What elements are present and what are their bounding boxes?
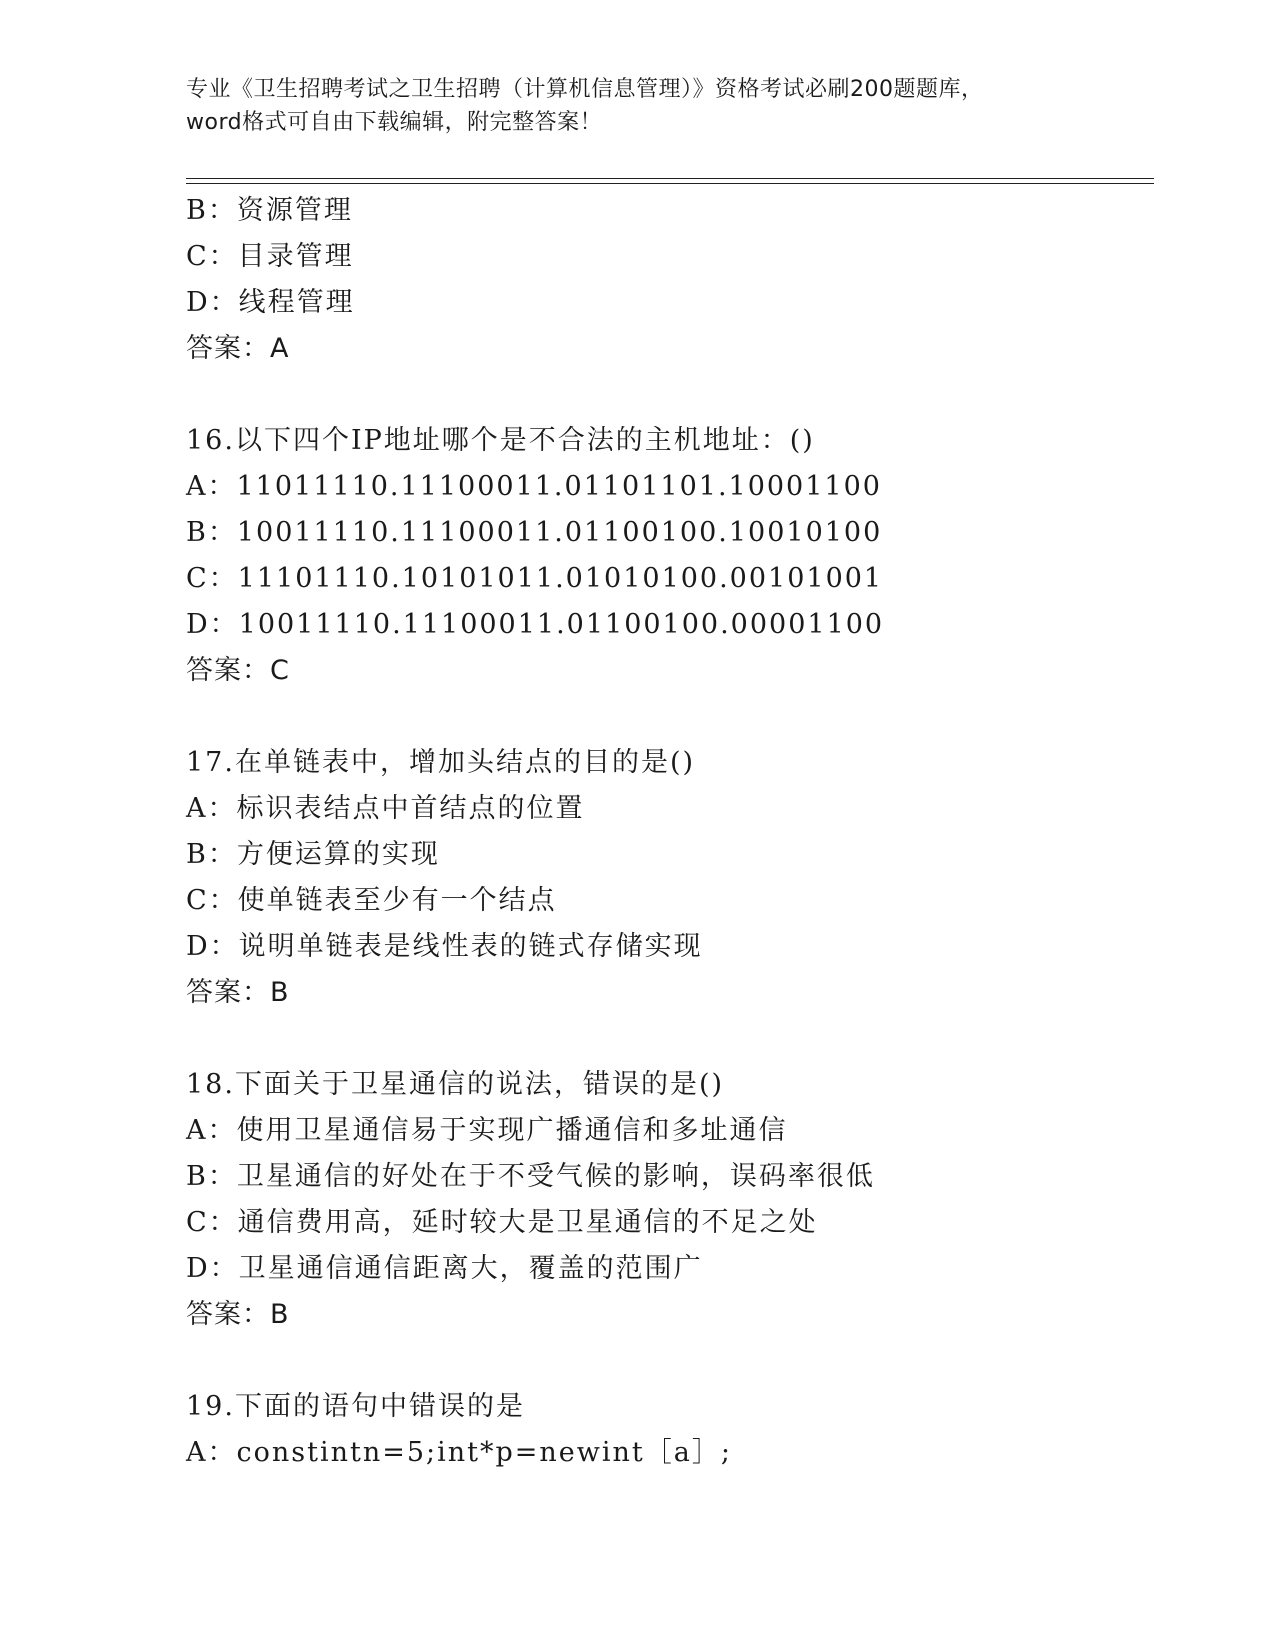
question-stem: 17.在单链表中，增加头结点的目的是() [186, 747, 696, 778]
spacer [186, 1016, 1146, 1062]
header-title-line-2: word格式可自由下载编辑，附完整答案！ [186, 110, 603, 135]
option-c: C：通信费用高，延时较大是卫星通信的不足之处 [186, 1207, 818, 1238]
question-17 [186, 740, 1146, 1016]
answer-line: 答案：B [186, 977, 290, 1008]
spacer [186, 372, 1146, 418]
option-b: B：资源管理 [186, 195, 353, 226]
header-title-line-1: 专业《卫生招聘考试之卫生招聘（计算机信息管理）》资格考试必刷200题题库， [186, 77, 984, 102]
answer-line: 答案：C [186, 655, 290, 686]
spacer [186, 1338, 1146, 1384]
option-a: A：使用卫星通信易于实现广播通信和多址通信 [186, 1115, 788, 1146]
option-c: C：使单链表至少有一个结点 [186, 885, 557, 916]
question-stem: 19.下面的语句中错误的是 [186, 1391, 525, 1422]
option-d: D：10011110.11100011.01100100.00001100 [186, 609, 885, 640]
option-c: C：目录管理 [186, 241, 354, 272]
option-d: D：卫星通信通信距离大，覆盖的范围广 [186, 1253, 703, 1284]
option-a: A：标识表结点中首结点的位置 [186, 793, 585, 824]
question-19 [186, 1384, 1146, 1476]
answer-line: 答案：B [186, 1299, 290, 1330]
option-d: D：说明单链表是线性表的链式存储实现 [186, 931, 703, 962]
option-a: A：11011110.11100011.01101101.10001100 [186, 471, 882, 502]
answer-line: 答案：A [186, 333, 290, 364]
question-list [186, 188, 1146, 1476]
option-b: B：10011110.11100011.01100100.10010100 [186, 517, 883, 548]
header-divider-top [186, 178, 1154, 179]
header-divider-bottom [186, 183, 1154, 184]
question-15-continued [186, 188, 1146, 372]
question-stem: 18.下面关于卫星通信的说法，错误的是() [186, 1069, 725, 1100]
option-b: B：卫星通信的好处在于不受气候的影响，误码率很低 [186, 1161, 875, 1192]
document-header [186, 73, 1086, 139]
option-b: B：方便运算的实现 [186, 839, 440, 870]
question-16 [186, 418, 1146, 694]
spacer [186, 694, 1146, 740]
question-18 [186, 1062, 1146, 1338]
option-a: A：constintn=5;int*p=newint［a］; [186, 1437, 732, 1468]
option-c: C：11101110.10101011.01010100.00101001 [186, 563, 884, 594]
question-stem: 16.以下四个IP地址哪个是不合法的主机地址：() [186, 425, 815, 456]
option-d: D：线程管理 [186, 287, 355, 318]
